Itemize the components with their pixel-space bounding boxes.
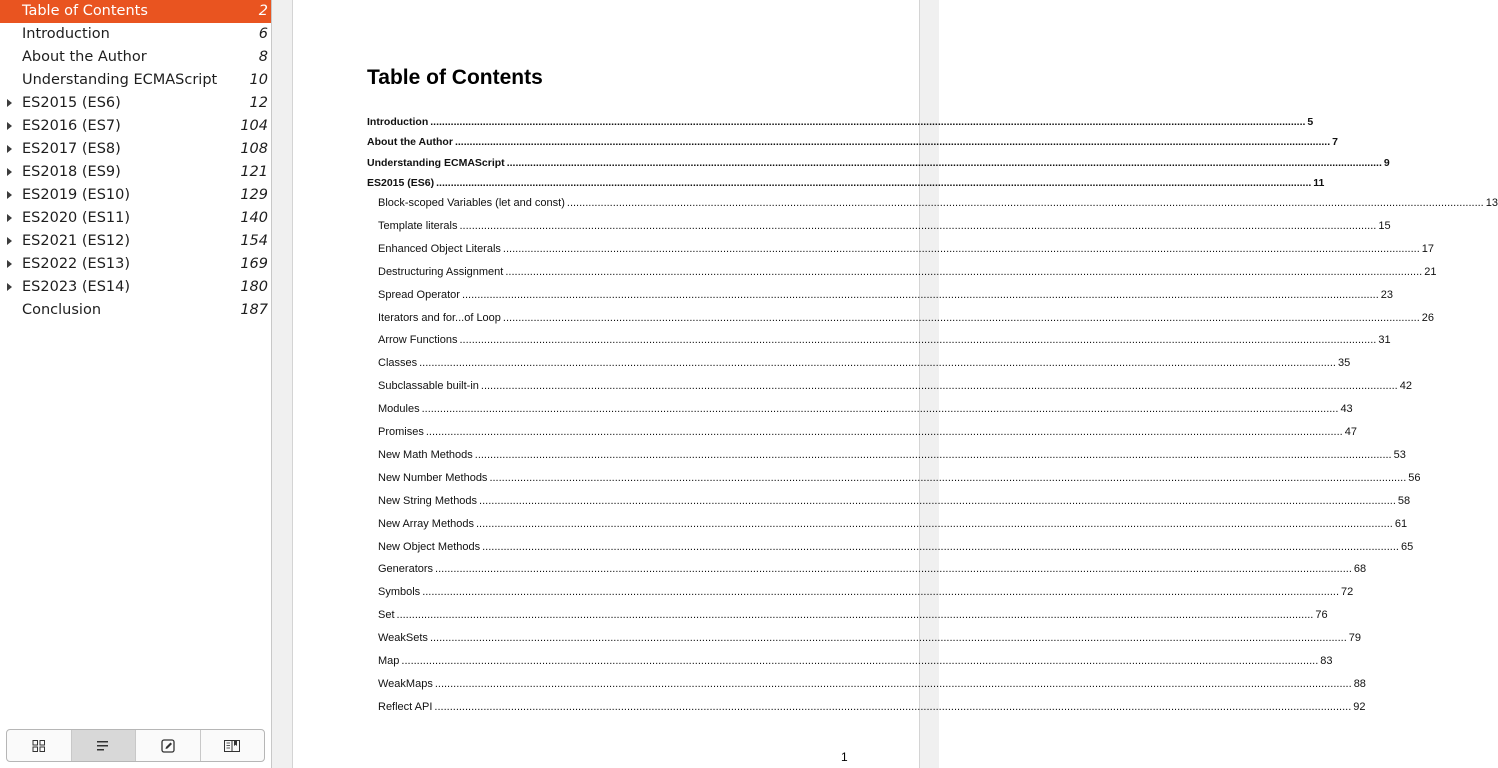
toc-entry[interactable] (378, 426, 1357, 442)
outline-item[interactable] (0, 115, 271, 138)
outline-item[interactable] (0, 253, 271, 276)
outline-item[interactable] (0, 69, 271, 92)
toc-entry-title: New String Methods (378, 494, 478, 507)
outline-sidebar (0, 0, 271, 768)
toc-entry-title: Template literals (378, 219, 458, 232)
toc-entry[interactable] (378, 677, 1366, 694)
annotations-button[interactable] (136, 730, 201, 761)
toc-entry-page: 43 (1340, 403, 1353, 416)
toc-leader-dots: ............................................................................................................................................................................................................................................................................................................ (461, 288, 1379, 301)
toc-entry[interactable] (378, 517, 1408, 534)
toc-entry-page: 76 (1315, 609, 1328, 622)
outline-item-label: ES2017 (ES8) (22, 141, 121, 157)
outline-item-label: ES2022 (ES13) (22, 256, 131, 272)
toc-entry[interactable] (378, 288, 1394, 305)
toc-entry-page: 11 (1313, 177, 1325, 190)
toc-entry[interactable] (378, 403, 1353, 419)
toc-leader-dots: ............................................................................................................................................................................................................................................................................................................ (502, 242, 1420, 255)
page-number: 1 (841, 750, 848, 764)
toc-entry[interactable] (367, 116, 1314, 132)
toc-entry[interactable] (367, 136, 1338, 152)
toc-leader-dots: ............................................................................................................................................................................................................................................................................................................ (429, 632, 1347, 645)
outline-item-page: 129 (240, 187, 268, 203)
toc-leader-dots: ............................................................................................................................................................................................................................................................................................................ (459, 334, 1377, 347)
toc-entry[interactable] (378, 700, 1366, 717)
toc-entry[interactable] (378, 563, 1367, 579)
outline-item-label: ES2018 (ES9) (22, 164, 121, 180)
toc-entry-title: Spread Operator (378, 288, 460, 301)
toc-entry[interactable] (378, 494, 1411, 511)
toc-leader-dots: ............................................................................................................................................................................................................................................................................................................ (430, 116, 1306, 128)
outline-item[interactable] (0, 92, 271, 115)
outline-item-page: 12 (249, 95, 268, 111)
outline-icon (97, 741, 109, 751)
toc-entry-title: Generators (378, 563, 434, 576)
toc-leader-dots: ............................................................................................................................................................................................................................................................................................................ (482, 540, 1399, 553)
toc-entry[interactable] (378, 219, 1391, 236)
toc-entry-title: Enhanced Object Literals (378, 242, 501, 255)
toc-entry-title: New Object Methods (378, 540, 481, 553)
outline-item-label: Table of Contents (22, 3, 148, 19)
expand-arrow-icon[interactable] (6, 115, 16, 138)
outline-item[interactable] (0, 207, 271, 230)
toc-entry-page: 23 (1380, 288, 1394, 301)
outline-item[interactable] (0, 0, 271, 23)
toc-entry[interactable] (378, 357, 1351, 373)
toc-leader-dots: ............................................................................................................................................................................................................................................................................................................ (459, 219, 1377, 232)
toc-entry[interactable] (367, 156, 1390, 173)
outline-item-label: ES2020 (ES11) (22, 210, 131, 226)
outline-item[interactable] (0, 161, 271, 184)
expand-arrow-icon[interactable] (6, 92, 16, 115)
toc-entry-page: 21 (1424, 265, 1437, 278)
toc-leader-dots: ............................................................................................................................................................................................................................................................................................................ (396, 609, 1314, 622)
toc-entry-title: Symbols (378, 586, 421, 599)
toc-entry[interactable] (378, 655, 1333, 671)
toc-entry[interactable] (367, 177, 1325, 193)
expand-arrow-icon[interactable] (6, 230, 16, 253)
expand-arrow-icon[interactable] (6, 138, 16, 161)
toc-entry[interactable] (378, 311, 1435, 328)
toc-entry-page: 13 (1485, 197, 1498, 209)
outline-item-label: ES2016 (ES7) (22, 118, 121, 134)
bookmarks-icon (224, 740, 240, 752)
sidebar-toolbar (6, 729, 265, 762)
toc-entry-title: New Math Methods (378, 448, 473, 461)
document-view[interactable] (272, 0, 1498, 768)
toc-entry[interactable] (378, 197, 1498, 213)
toc-entry[interactable] (378, 632, 1362, 648)
toc-entry-title: New Array Methods (378, 517, 474, 530)
toc-entry-page: 26 (1421, 311, 1435, 324)
outline-item[interactable] (0, 230, 271, 253)
toc-entry-page: 92 (1353, 700, 1366, 713)
thumbnails-icon (32, 740, 46, 752)
expand-arrow-icon[interactable] (6, 184, 16, 207)
toc-leader-dots: ............................................................................................................................................................................................................................................................................................................ (506, 156, 1382, 169)
toc-leader-dots: ............................................................................................................................................................................................................................................................................................................ (489, 471, 1407, 484)
toc-entry-title: New Number Methods (378, 471, 488, 484)
outline-item-page: 154 (240, 233, 268, 249)
document-page (292, 0, 1498, 768)
toc-leader-dots: ............................................................................................................................................................................................................................................................................................................ (419, 357, 1336, 370)
expand-arrow-icon[interactable] (6, 276, 16, 299)
toc-entry-title: Block-scoped Variables (let and const) (378, 197, 565, 209)
toc-leader-dots: ............................................................................................................................................................................................................................................................................................................ (480, 380, 1398, 393)
outline-item-page: 121 (240, 164, 268, 180)
outline-item-page: 8 (258, 49, 268, 65)
toc-leader-dots: ............................................................................................................................................................................................................................................................................................................ (479, 494, 1396, 507)
toc-entry-title: Understanding ECMAScript (367, 156, 505, 169)
outline-item[interactable] (0, 276, 271, 299)
toc-entry-page: 88 (1353, 677, 1366, 690)
expand-arrow-icon[interactable] (6, 253, 16, 276)
toc-entry-page: 72 (1341, 586, 1354, 599)
toc-entry[interactable] (378, 380, 1412, 396)
toc-entry-title: Set (378, 609, 395, 622)
toc-entry-title: WeakSets (378, 632, 428, 645)
outline-item[interactable] (0, 138, 271, 161)
toc-leader-dots: ............................................................................................................................................................................................................................................................................................................ (401, 655, 1319, 667)
toc-entry-page: 56 (1408, 471, 1421, 484)
toc-entry[interactable] (378, 609, 1328, 625)
outline-item-label: Understanding ECMAScript (22, 72, 218, 88)
toc-leader-dots: ............................................................................................................................................................................................................................................................................................................ (434, 700, 1352, 713)
toc-entry-page: 35 (1337, 357, 1351, 370)
outline-item-page: 10 (249, 72, 268, 88)
toc-entry[interactable] (378, 265, 1437, 282)
toc-entry-page: 58 (1397, 494, 1411, 507)
toc-leader-dots: ............................................................................................................................................................................................................................................................................................................ (475, 517, 1393, 530)
toc-entry-title: Destructuring Assignment (378, 265, 504, 278)
toc-leader-dots: ............................................................................................................................................................................................................................................................................................................ (505, 265, 1423, 278)
outline-item-page: 2 (258, 3, 268, 19)
toc-entry[interactable] (378, 448, 1406, 465)
toc-entry-title: About the Author (367, 136, 453, 149)
outline-item-page: 6 (258, 26, 268, 42)
page-heading: Table of Contents (367, 66, 543, 89)
toc-entry-title: Promises (378, 426, 424, 438)
toc-entry[interactable] (378, 586, 1354, 602)
outline-item-label: ES2015 (ES6) (22, 95, 121, 111)
toc-leader-dots: ............................................................................................................................................................................................................................................................................................................ (425, 426, 1343, 438)
toc-entry-page: 47 (1344, 426, 1357, 438)
thumbnails-button[interactable] (7, 730, 72, 761)
expand-arrow-icon[interactable] (6, 161, 16, 184)
toc-entry-title: Map (378, 655, 400, 667)
toc-leader-dots: ............................................................................................................................................................................................................................................................................................................ (502, 311, 1420, 324)
outline-item-label: ES2021 (ES12) (22, 233, 131, 249)
outline-item-page: 169 (240, 256, 268, 272)
toc-entry-page: 65 (1400, 540, 1414, 553)
expand-arrow-icon[interactable] (6, 207, 16, 230)
outline-item[interactable] (0, 184, 271, 207)
toc-entry-title: Subclassable built-in (378, 380, 479, 393)
outline-button[interactable] (72, 730, 137, 761)
outline-item[interactable] (0, 23, 271, 46)
toc-entry-page: 7 (1332, 136, 1338, 149)
outline-item-label: ES2023 (ES14) (22, 279, 131, 295)
toc-leader-dots: ............................................................................................................................................................................................................................................................................................................ (436, 177, 1312, 190)
toc-entry[interactable] (378, 540, 1414, 557)
toc-leader-dots: ............................................................................................................................................................................................................................................................................................................ (454, 136, 1331, 149)
outline-item-page: 187 (240, 302, 268, 318)
toc-entry-page: 15 (1378, 219, 1391, 232)
toc-entry-page: 53 (1393, 448, 1406, 461)
toc-entry-page: 9 (1383, 156, 1390, 169)
toc-leader-dots: ............................................................................................................................................................................................................................................................................................................ (422, 586, 1340, 599)
toc-entry-page: 5 (1307, 116, 1314, 128)
outline-item-page: 180 (240, 279, 268, 295)
toc-entry-title: Reflect API (378, 700, 433, 713)
outline-item-label: About the Author (22, 49, 147, 65)
toc-entry-page: 31 (1378, 334, 1391, 347)
toc-leader-dots: ............................................................................................................................................................................................................................................................................................................ (434, 677, 1352, 690)
toc-entry[interactable] (378, 242, 1435, 259)
toc-entry-title: Arrow Functions (378, 334, 458, 347)
outline-item-page: 108 (240, 141, 268, 157)
toc-entry-title: WeakMaps (378, 677, 433, 690)
toc-entry[interactable] (378, 471, 1421, 488)
toc-entry-title: Modules (378, 403, 420, 416)
bookmarks-button[interactable] (201, 730, 265, 761)
toc-entry-title: Classes (378, 357, 418, 370)
toc-leader-dots: ............................................................................................................................................................................................................................................................................................................ (435, 563, 1352, 576)
outline-item-label: Introduction (22, 26, 110, 42)
toc-entry-page: 83 (1320, 655, 1333, 667)
toc-entry-title: Introduction (367, 116, 429, 128)
outline-item-page: 140 (240, 210, 268, 226)
outline-item[interactable] (0, 46, 271, 69)
outline-item[interactable] (0, 299, 271, 322)
toc-entry-page: 79 (1348, 632, 1362, 645)
toc-entry-page: 17 (1421, 242, 1435, 255)
toc-entry-title: Iterators and for...of Loop (378, 311, 501, 324)
annotations-icon (161, 739, 175, 753)
toc-leader-dots: ............................................................................................................................................................................................................................................................................................................ (421, 403, 1339, 416)
toc-leader-dots: ............................................................................................................................................................................................................................................................................................................ (474, 448, 1392, 461)
toc-entry-page: 42 (1399, 380, 1412, 393)
toc-entry[interactable] (378, 334, 1391, 350)
outline-item-page: 104 (240, 118, 268, 134)
outline-item-label: ES2019 (ES10) (22, 187, 131, 203)
toc-entry-page: 68 (1353, 563, 1367, 576)
outline-item-label: Conclusion (22, 302, 102, 318)
toc-entry-title: ES2015 (ES6) (367, 177, 435, 190)
toc-entry-page: 61 (1394, 517, 1408, 530)
toc-leader-dots: ............................................................................................................................................................................................................................................................................................................ (566, 197, 1484, 209)
